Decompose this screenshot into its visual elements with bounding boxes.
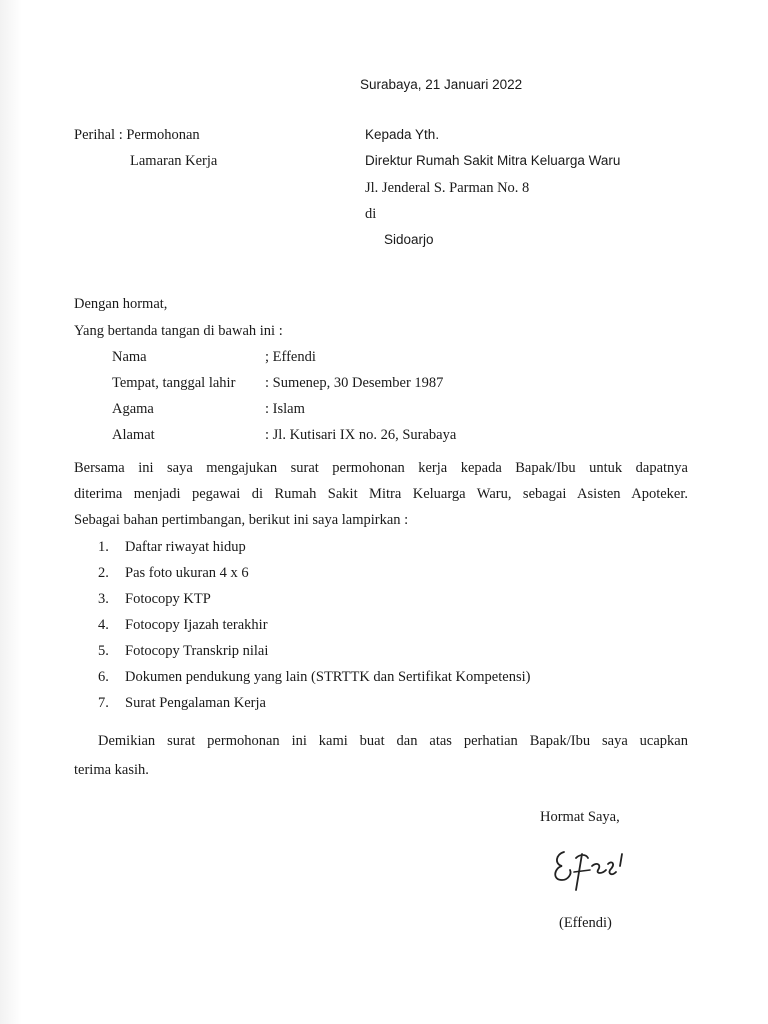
list-item [98, 538, 246, 556]
list-item-number: 4. [98, 617, 109, 633]
list-item-number: 6. [98, 669, 109, 685]
closing-line-1: Demikian surat permohonan ini kami buat dan atas perhatian Bapak/Ibu saya ucapkan [98, 733, 688, 749]
list-item [98, 590, 211, 608]
list-item-number: 7. [98, 695, 109, 711]
subject-separator: : [118, 127, 123, 143]
body-line-2: diterima menjadi pegawai di Rumah Sakit Mitra Keluarga Waru, sebagai Asisten Apoteker. [74, 486, 688, 502]
list-item-text: Surat Pengalaman Kerja [125, 695, 266, 711]
identity-value-religion: : Islam [265, 401, 305, 417]
list-item [98, 642, 268, 660]
recipient-line-1: Kepada Yth. [365, 127, 440, 142]
identity-label-name: Nama [112, 349, 147, 365]
salutation: Dengan hormat, [74, 296, 168, 312]
body-line-3: Sebagai bahan pertimbangan, berikut ini saya lampirkan : [74, 512, 409, 528]
recipient-line-5: Sidoarjo [384, 232, 434, 247]
list-item-text: Fotocopy Transkrip nilai [125, 643, 269, 659]
recipient-line-3: Jl. Jenderal S. Parman No. 8 [365, 180, 530, 196]
intro-line: Yang bertanda tangan di bawah ini : [74, 323, 283, 339]
list-item [98, 616, 268, 634]
subject-text-2: Lamaran Kerja [130, 153, 218, 169]
subject-line-1 [74, 126, 200, 144]
list-item [98, 564, 249, 582]
subject-text-1: Permohonan [126, 127, 200, 143]
recipient-line-2: Direktur Rumah Sakit Mitra Keluarga Waru [365, 153, 621, 168]
list-item-number: 2. [98, 565, 109, 581]
list-item-text: Dokumen pendukung yang lain (STRTTK dan Sertifikat Kompetensi) [125, 669, 531, 685]
list-item-number: 3. [98, 591, 109, 607]
list-item-number: 5. [98, 643, 109, 659]
recipient-line-4: di [365, 206, 377, 222]
list-item-number: 1. [98, 539, 109, 555]
signature-name: (Effendi) [559, 915, 612, 931]
letter-date: Surabaya, 21 Januari 2022 [360, 77, 523, 92]
identity-label-religion: Agama [112, 401, 154, 417]
list-item-text: Pas foto ukuran 4 x 6 [125, 565, 249, 581]
identity-label-birth: Tempat, tanggal lahir [112, 375, 236, 391]
identity-label-address: Alamat [112, 427, 155, 443]
subject-label: Perihal [74, 127, 116, 143]
identity-value-address: : Jl. Kutisari IX no. 26, Surabaya [265, 427, 457, 443]
scan-edge-shadow [0, 0, 22, 1024]
body-line-1: Bersama ini saya mengajukan surat permohonan kerja kepada Bapak/Ibu untuk dapatnya [74, 460, 688, 476]
identity-value-name: ; Effendi [265, 349, 316, 365]
sign-off: Hormat Saya, [540, 809, 620, 825]
list-item-text: Daftar riwayat hidup [125, 539, 246, 555]
identity-value-birth: : Sumenep, 30 Desember 1987 [265, 375, 444, 391]
list-item [98, 668, 530, 686]
list-item-text: Fotocopy Ijazah terakhir [125, 617, 268, 633]
closing-line-2: terima kasih. [74, 762, 149, 778]
list-item [98, 694, 266, 712]
handwritten-signature [546, 836, 636, 896]
list-item-text: Fotocopy KTP [125, 591, 211, 607]
